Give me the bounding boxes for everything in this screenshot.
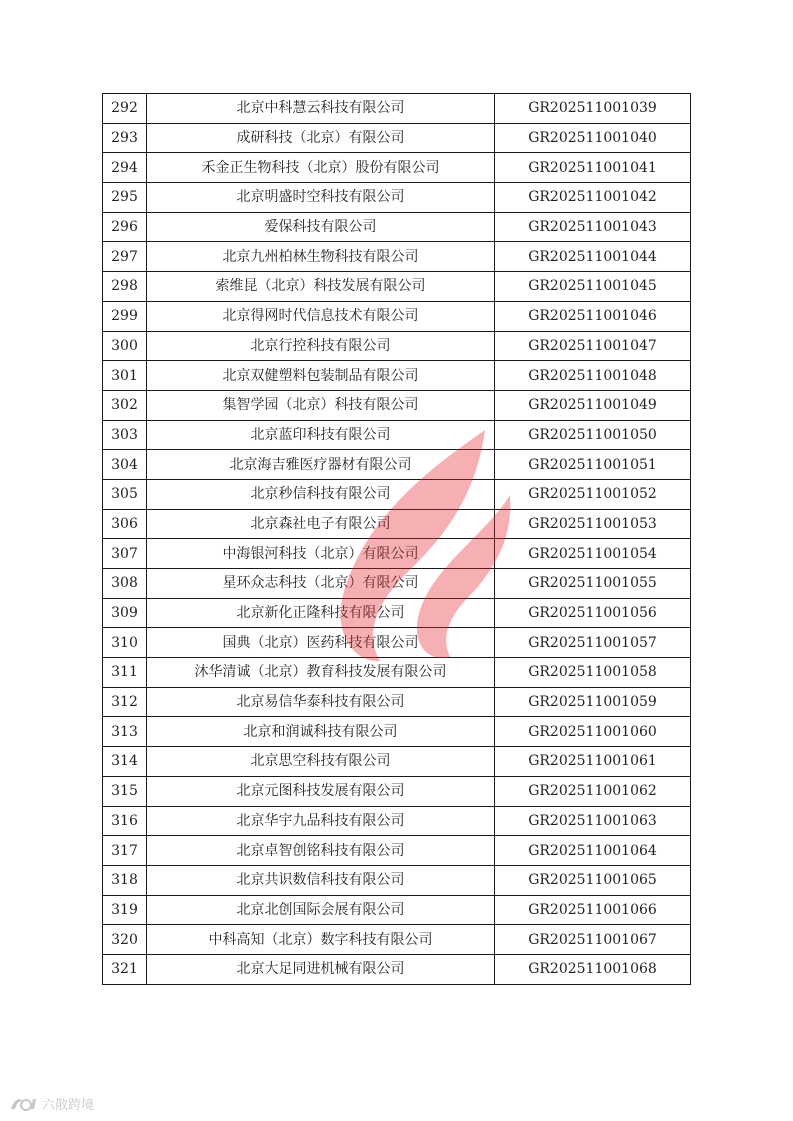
- company-name-cell: 北京易信华泰科技有限公司: [147, 687, 495, 717]
- row-number-cell: 316: [103, 806, 147, 836]
- certificate-code-cell: GR202511001066: [495, 895, 691, 925]
- company-name-cell: 北京北创国际会展有限公司: [147, 895, 495, 925]
- company-name-cell: 成研科技（北京）有限公司: [147, 123, 495, 153]
- table-row: [103, 865, 691, 895]
- row-number-cell: 314: [103, 747, 147, 777]
- company-name-cell: 中科高知（北京）数字科技有限公司: [147, 925, 495, 955]
- row-number-cell: 297: [103, 242, 147, 272]
- brand-logo-icon: [8, 1095, 38, 1113]
- table-row: [103, 242, 691, 272]
- table-row: [103, 717, 691, 747]
- company-name-cell: 北京明盛时空科技有限公司: [147, 183, 495, 213]
- certificate-code-cell: GR202511001062: [495, 776, 691, 806]
- company-name-cell: 中海银河科技（北京）有限公司: [147, 539, 495, 569]
- certificate-code-cell: GR202511001052: [495, 479, 691, 509]
- table-row: [103, 925, 691, 955]
- company-name-cell: 北京秒信科技有限公司: [147, 479, 495, 509]
- row-number-cell: 303: [103, 420, 147, 450]
- table-row: [103, 123, 691, 153]
- row-number-cell: 306: [103, 509, 147, 539]
- table-row: [103, 361, 691, 391]
- company-name-cell: 星环众志科技（北京）有限公司: [147, 569, 495, 599]
- certificate-code-cell: GR202511001045: [495, 272, 691, 302]
- certificate-code-cell: GR202511001042: [495, 183, 691, 213]
- table-row: [103, 479, 691, 509]
- certificate-code-cell: GR202511001064: [495, 836, 691, 866]
- row-number-cell: 321: [103, 954, 147, 984]
- company-name-cell: 北京双健塑料包装制品有限公司: [147, 361, 495, 391]
- certificate-code-cell: GR202511001057: [495, 628, 691, 658]
- row-number-cell: 311: [103, 658, 147, 688]
- row-number-cell: 305: [103, 479, 147, 509]
- company-list-table: [102, 93, 691, 985]
- table-row: [103, 747, 691, 777]
- certificate-code-cell: GR202511001056: [495, 598, 691, 628]
- company-name-cell: 北京卓智创铭科技有限公司: [147, 836, 495, 866]
- certificate-code-cell: GR202511001051: [495, 450, 691, 480]
- table-row: [103, 390, 691, 420]
- row-number-cell: 312: [103, 687, 147, 717]
- certificate-code-cell: GR202511001043: [495, 212, 691, 242]
- certificate-code-cell: GR202511001047: [495, 331, 691, 361]
- row-number-cell: 318: [103, 865, 147, 895]
- row-number-cell: 307: [103, 539, 147, 569]
- table-row: [103, 628, 691, 658]
- certificate-code-cell: GR202511001065: [495, 865, 691, 895]
- table-row: [103, 598, 691, 628]
- table-row: [103, 153, 691, 183]
- table-row: [103, 301, 691, 331]
- table-row: [103, 836, 691, 866]
- certificate-code-cell: GR202511001068: [495, 954, 691, 984]
- table-row: [103, 806, 691, 836]
- table-row: [103, 420, 691, 450]
- company-name-cell: 北京思空科技有限公司: [147, 747, 495, 777]
- row-number-cell: 301: [103, 361, 147, 391]
- row-number-cell: 302: [103, 390, 147, 420]
- table-body: [103, 94, 691, 985]
- certificate-code-cell: GR202511001067: [495, 925, 691, 955]
- row-number-cell: 319: [103, 895, 147, 925]
- company-name-cell: 北京和润诚科技有限公司: [147, 717, 495, 747]
- certificate-code-cell: GR202511001058: [495, 658, 691, 688]
- row-number-cell: 298: [103, 272, 147, 302]
- company-name-cell: 北京新化正隆科技有限公司: [147, 598, 495, 628]
- table-row: [103, 539, 691, 569]
- table-row: [103, 658, 691, 688]
- company-name-cell: 索维昆（北京）科技发展有限公司: [147, 272, 495, 302]
- row-number-cell: 317: [103, 836, 147, 866]
- certificate-code-cell: GR202511001039: [495, 94, 691, 124]
- table-row: [103, 569, 691, 599]
- table-row: [103, 331, 691, 361]
- row-number-cell: 296: [103, 212, 147, 242]
- table-row: [103, 183, 691, 213]
- company-name-cell: 北京华宇九品科技有限公司: [147, 806, 495, 836]
- certificate-code-cell: GR202511001061: [495, 747, 691, 777]
- certificate-code-cell: GR202511001054: [495, 539, 691, 569]
- table-row: [103, 450, 691, 480]
- certificate-code-cell: GR202511001049: [495, 390, 691, 420]
- row-number-cell: 313: [103, 717, 147, 747]
- row-number-cell: 295: [103, 183, 147, 213]
- company-name-cell: 北京蓝印科技有限公司: [147, 420, 495, 450]
- company-name-cell: 北京行控科技有限公司: [147, 331, 495, 361]
- company-name-cell: 北京共识数信科技有限公司: [147, 865, 495, 895]
- certificate-code-cell: GR202511001048: [495, 361, 691, 391]
- certificate-code-cell: GR202511001044: [495, 242, 691, 272]
- row-number-cell: 310: [103, 628, 147, 658]
- company-name-cell: 禾金正生物科技（北京）股份有限公司: [147, 153, 495, 183]
- certificate-code-cell: GR202511001059: [495, 687, 691, 717]
- certificate-code-cell: GR202511001046: [495, 301, 691, 331]
- company-name-cell: 北京森社电子有限公司: [147, 509, 495, 539]
- row-number-cell: 294: [103, 153, 147, 183]
- table-row: [103, 776, 691, 806]
- company-name-cell: 北京九州柏林生物科技有限公司: [147, 242, 495, 272]
- certificate-code-cell: GR202511001060: [495, 717, 691, 747]
- table-row: [103, 954, 691, 984]
- table-row: [103, 94, 691, 124]
- table-row: [103, 687, 691, 717]
- row-number-cell: 320: [103, 925, 147, 955]
- corner-watermark-text: 六散跨境: [42, 1098, 95, 1113]
- row-number-cell: 304: [103, 450, 147, 480]
- row-number-cell: 309: [103, 598, 147, 628]
- row-number-cell: 293: [103, 123, 147, 153]
- company-name-cell: 北京海吉雅医疗器材有限公司: [147, 450, 495, 480]
- company-name-cell: 北京中科慧云科技有限公司: [147, 94, 495, 124]
- row-number-cell: 299: [103, 301, 147, 331]
- corner-watermark: [8, 1094, 94, 1113]
- company-name-cell: 集智学园（北京）科技有限公司: [147, 390, 495, 420]
- row-number-cell: 308: [103, 569, 147, 599]
- row-number-cell: 292: [103, 94, 147, 124]
- row-number-cell: 315: [103, 776, 147, 806]
- company-name-cell: 沐华清诚（北京）教育科技发展有限公司: [147, 658, 495, 688]
- company-name-cell: 北京大足同进机械有限公司: [147, 954, 495, 984]
- table-row: [103, 272, 691, 302]
- company-name-cell: 北京元图科技发展有限公司: [147, 776, 495, 806]
- certificate-code-cell: GR202511001050: [495, 420, 691, 450]
- company-name-cell: 国典（北京）医药科技有限公司: [147, 628, 495, 658]
- certificate-code-cell: GR202511001055: [495, 569, 691, 599]
- company-name-cell: 爱保科技有限公司: [147, 212, 495, 242]
- table-row: [103, 212, 691, 242]
- table-row: [103, 509, 691, 539]
- certificate-code-cell: GR202511001053: [495, 509, 691, 539]
- certificate-code-cell: GR202511001041: [495, 153, 691, 183]
- row-number-cell: 300: [103, 331, 147, 361]
- certificate-code-cell: GR202511001063: [495, 806, 691, 836]
- company-name-cell: 北京得网时代信息技术有限公司: [147, 301, 495, 331]
- table-row: [103, 895, 691, 925]
- certificate-code-cell: GR202511001040: [495, 123, 691, 153]
